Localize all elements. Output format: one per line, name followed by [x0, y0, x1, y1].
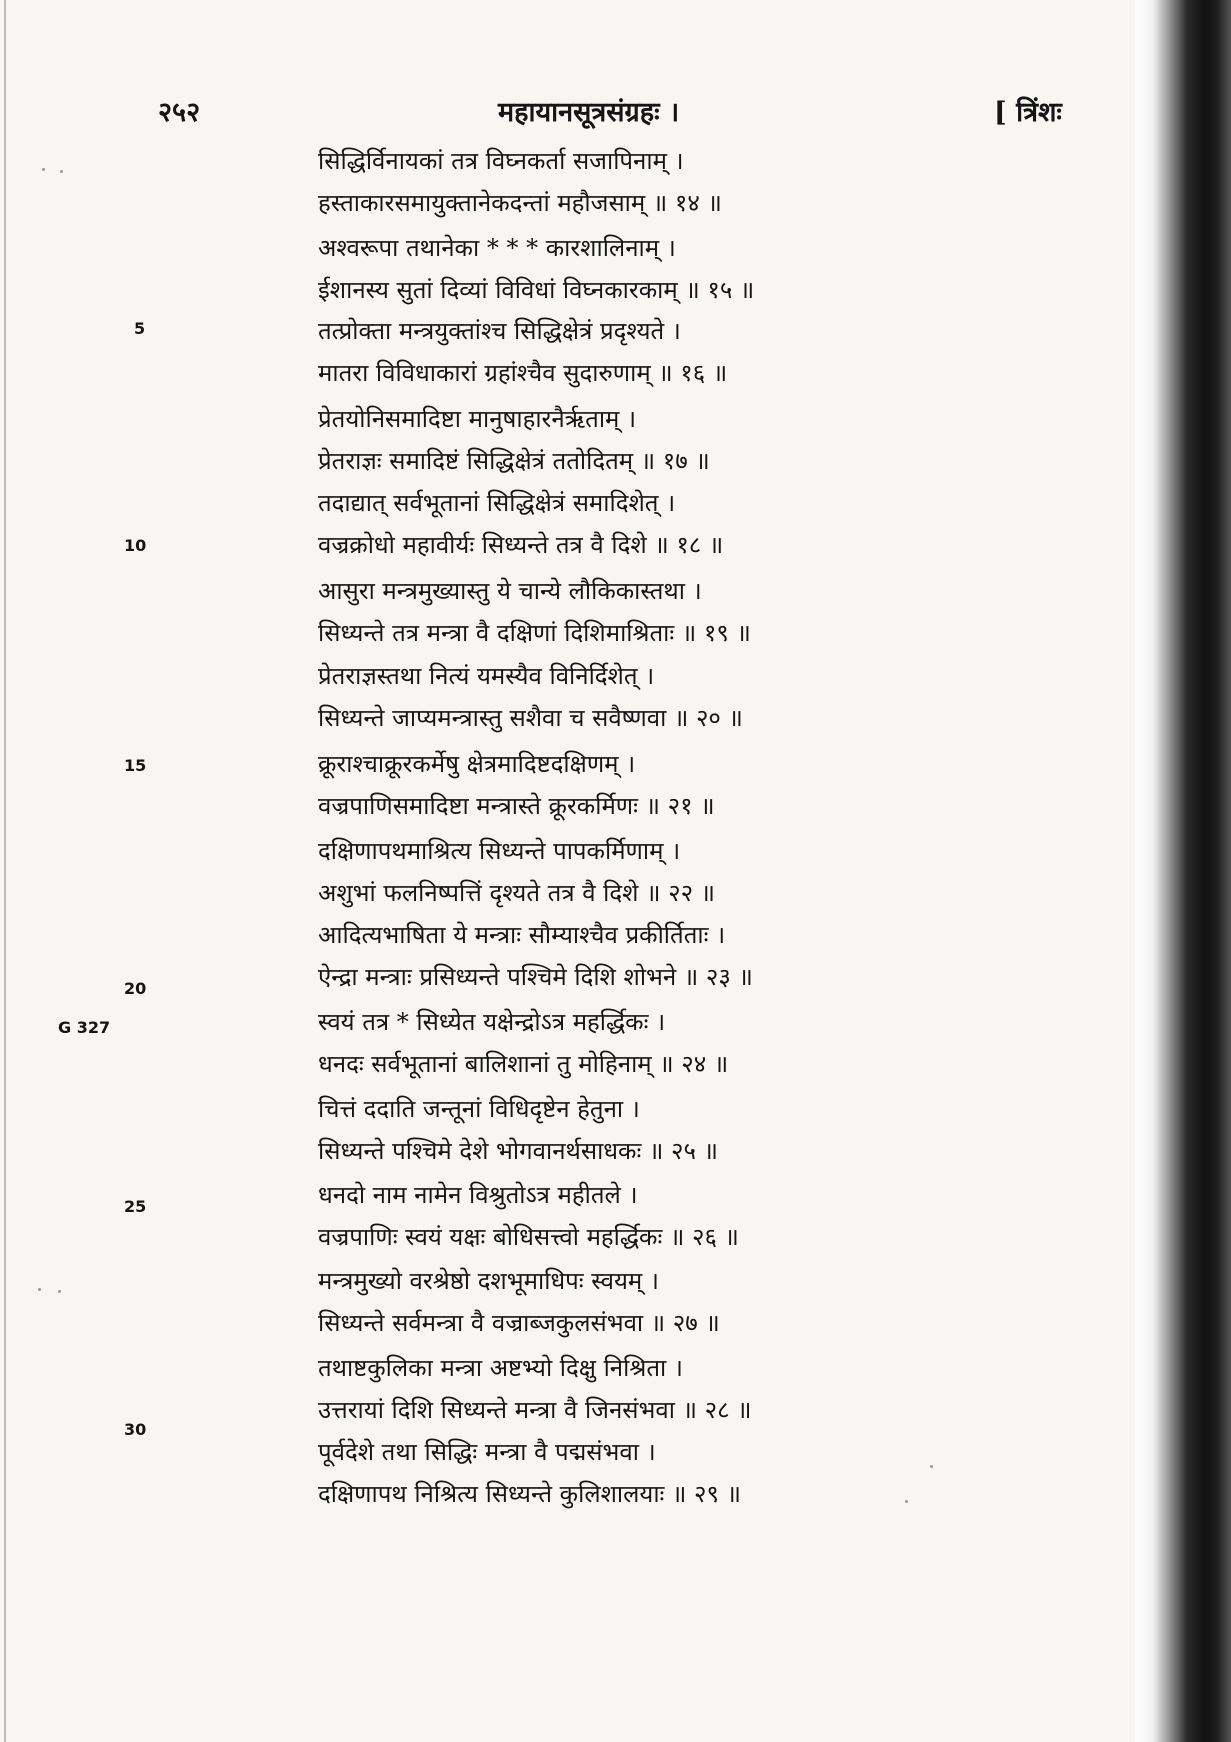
section-mark: [ त्रिंशः	[994, 97, 1062, 128]
verse-line: हस्ताकारसमायुक्तानेकदन्तां महौजसाम् ॥ १४ ॥	[318, 189, 722, 217]
verse-line: दक्षिणापथमाश्रित्य सिध्यन्ते पापकर्मिणाम् ।	[318, 837, 681, 865]
scan-speck	[930, 1465, 933, 1468]
line-number: 15	[124, 756, 147, 775]
verse-line: अश्वरूपा तथानेका * * * कारशालिनाम् ।	[318, 234, 676, 262]
verse-line: आसुरा मन्त्रमुख्यास्तु ये चान्ये लौकिकास्तथा ।	[318, 577, 702, 605]
verse-line: सिध्यन्ते जाप्यमन्त्रास्तु सशैवा च सवैष्णवा ॥ २० ॥	[318, 704, 743, 732]
verse-line: दक्षिणापथ निश्रित्य सिध्यन्ते कुलिशालयाः ॥ २९ ॥	[318, 1480, 741, 1508]
line-number: 5	[134, 319, 146, 338]
line-number: 30	[124, 1420, 147, 1439]
line-number: 10	[124, 536, 147, 555]
verse-line: तथाष्टकुलिका मन्त्रा अष्टभ्यो दिक्षु निश्रिता ।	[318, 1354, 683, 1382]
verse-line: उत्तरायां दिशि सिध्यन्ते मन्त्रा वै जिनसंभवा ॥ २८ ॥	[318, 1396, 752, 1424]
verse-line: वज्रपाणिसमादिष्टा मन्त्रास्ते क्रूरकर्मिणः ॥ २१ ॥	[318, 792, 715, 820]
verse-line: तदाद्यात् सर्वभूतानां सिद्धिक्षेत्रं समादिशेत् ।	[318, 489, 676, 517]
verse-line: सिध्यन्ते पश्चिमे देशे भोगवानर्थसाधकः ॥ २५ ॥	[318, 1137, 718, 1165]
verse-line: वज्रक्रोधो महावीर्यः सिध्यन्ते तत्र वै दिशे ॥ १८ ॥	[318, 531, 724, 559]
verse-line: चित्तं ददाति जन्तूनां विधिदृष्टेन हेतुना ।	[318, 1095, 640, 1123]
book-binding-shadow	[1135, 0, 1231, 1742]
verse-line: तत्प्रोक्ता मन्त्रयुक्तांश्च सिद्धिक्षेत्रं प्रदृश्यते ।	[318, 317, 681, 345]
verse-line: मातरा विविधाकारां ग्रहांश्चैव सुदारुणाम् ॥ १६ ॥	[318, 359, 728, 387]
scan-speck	[38, 1288, 41, 1291]
verse-line: धनदः सर्वभूतानां बालिशानां तु मोहिनाम् ॥ २४ ॥	[318, 1050, 729, 1078]
verse-line: क्रूराश्चाक्रूरकर्मेषु क्षेत्रमादिष्टदक्षिणम् ।	[318, 750, 636, 778]
verse-line: ईशानस्य सुतां दिव्यां विविधां विघ्नकारकाम् ॥ १५ ॥	[318, 276, 755, 304]
verse-line: प्रेतयोनिसमादिष्टा मानुषाहारनैर्ऋताम् ।	[318, 405, 637, 433]
verse-line: सिद्धिर्विनायकां तत्र विघ्नकर्ता सजापिनाम् ।	[318, 147, 684, 175]
scan-speck	[42, 168, 45, 171]
line-number: 25	[124, 1197, 147, 1216]
margin-reference: G 327	[58, 1018, 111, 1037]
verse-line: अशुभां फलनिष्पत्तिं दृश्यते तत्र वै दिशे ॥ २२ ॥	[318, 879, 716, 907]
verse-line: प्रेतराज्ञः समादिष्टं सिद्धिक्षेत्रं ततोदितम् ॥ १७ ॥	[318, 447, 710, 475]
verse-line: सिध्यन्ते तत्र मन्त्रा वै दक्षिणां दिशिमाश्रिताः ॥ १९ ॥	[318, 619, 751, 647]
verse-line: सिध्यन्ते सर्वमन्त्रा वै वज्राब्जकुलसंभवा ॥ २७ ॥	[318, 1309, 720, 1337]
verse-line: धनदो नाम नामेन विश्रुतोऽत्र महीतले ।	[318, 1181, 638, 1209]
scan-speck	[58, 1290, 61, 1293]
verse-line: प्रेतराज्ञस्तथा नित्यं यमस्यैव विनिर्दिशेत् ।	[318, 662, 655, 690]
scan-speck	[60, 170, 63, 173]
running-title: महायानसूत्रसंग्रहः ।	[498, 97, 680, 128]
verse-line: मन्त्रमुख्यो वरश्रेष्ठो दशभूमाधिपः स्वयम् ।	[318, 1267, 659, 1295]
verse-line: आदित्यभाषिता ये मन्त्राः सौम्याश्चैव प्रकीर्तिताः ।	[318, 921, 726, 949]
verse-line: स्वयं तत्र * सिध्येत यक्षेन्द्रोऽत्र महर्द्धिकः ।	[318, 1008, 666, 1036]
line-number: 20	[124, 979, 147, 998]
scan-speck	[905, 1500, 908, 1503]
verse-line: वज्रपाणिः स्वयं यक्षः बोधिसत्त्वो महर्द्धिकः ॥ २६ ॥	[318, 1223, 739, 1251]
verse-line: पूर्वदेशे तथा सिद्धिः मन्त्रा वै पद्मसंभवा ।	[318, 1438, 656, 1466]
page-number: २५२	[158, 97, 201, 128]
page-header	[0, 92, 1140, 132]
page-edge	[4, 0, 6, 1742]
verse-line: ऐन्द्रा मन्त्राः प्रसिध्यन्ते पश्चिमे दिशि शोभने ॥ २३ ॥	[318, 963, 753, 991]
